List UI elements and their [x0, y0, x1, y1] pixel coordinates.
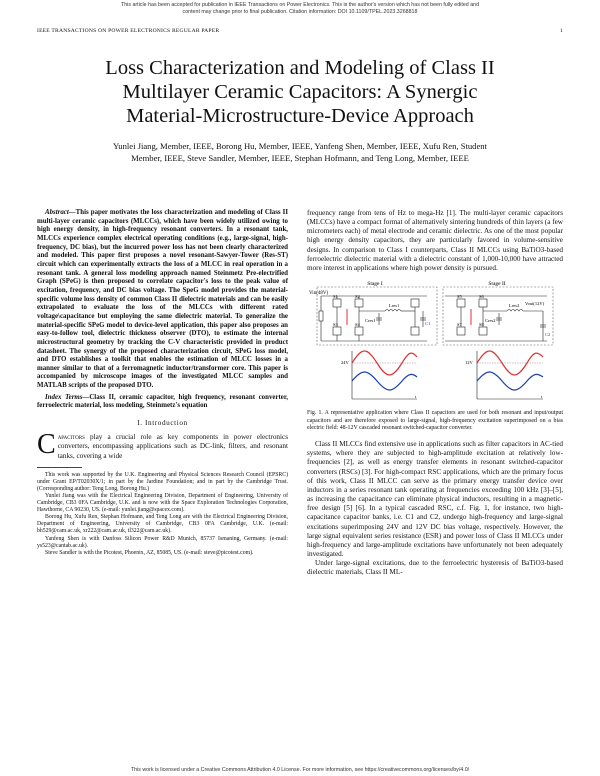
title-line-2: Multilayer Ceramic Capacitors: A Synergic: [122, 81, 478, 103]
switch-s8-label: S8: [479, 322, 484, 328]
intro-smallcaps: apacitors: [57, 433, 85, 442]
time-axis-label-1: t: [415, 394, 417, 400]
c2-label: C2: [545, 332, 551, 338]
switch-s1-label: S1: [333, 294, 338, 300]
figure-1-circuit: [307, 281, 563, 403]
footnote-divider: [37, 467, 82, 468]
author-list: [50, 141, 550, 164]
vout-label: Vout(12V): [525, 301, 545, 307]
switch-s2-label: S2: [355, 294, 360, 300]
abstract: [37, 209, 288, 391]
authors-line-1: Yunlei Jiang, Member, IEEE, Borong Hu, Member, IEEE, Yanfeng Shen, Member, IEEE, Xufu Ren, Student: [113, 141, 487, 151]
bias-24v-label: 24V: [341, 360, 349, 366]
intro-continued: frequency range from tens of Hz to mega-Hz [1]. The multi-layer ceramic capacitors (MLCCs) have a compact format of alternatively sintering hundreds of thin layers (a few micrometers each) of metal electrode and ceramic dielectric. As one of the most popular high energy density capacitors, they are particularly favored in volume-sensitive designs. In comparison to Class I counterparts, Class II MLCCs using BaTiO3-based ferroelectric dielectric material with a dielectric constant of 1,000-10,000 have attracted more interest in applications where high power density is pursued.: [307, 209, 563, 272]
c1-label: C1: [425, 321, 431, 327]
switch-s3-label: S3: [333, 322, 338, 328]
intro-body: play a crucial role as key components in power electronics converters, encompassing applications such as DC-link, filters, and resonant tanks, covering a wide: [57, 433, 288, 460]
license-footer: This work is licensed under a Creative Commons Attribution 4.0 License. For more information, see https://creativecommons.org/licenses/by/4.0/: [130, 767, 470, 773]
left-column: [37, 209, 288, 557]
page-number: 1: [560, 28, 563, 34]
index-terms-lead: Index Terms—: [45, 393, 90, 401]
switch-s6-label: S6: [479, 294, 484, 300]
right-column: [307, 209, 563, 577]
lres2-label: Lres2: [509, 303, 520, 309]
intro-paragraph: [37, 429, 288, 461]
figure-1-caption: Fig. 1. A representative application where Class II capacitors are used for both resonant and input/output capacitors and are therefore exposed to large-signal, high-frequency excitation superimposed on a bias electric field: 48-12V cascaded resonant switched-capacitor converter.: [307, 410, 563, 431]
footnote-authors-cambridge: Borong Hu, Xufu Ren, Stephan Hofmann, and Teng Long are with the Electrical Engineering Division, Department of Engineering, University of Cambridge, CB3 0FA Cambridge, U.K. (e-mail: bh529@cam.ac.uk, xr222@cam.ac.uk, tl322@cam.ac.uk).: [37, 514, 288, 535]
running-head: [37, 28, 563, 34]
lres1-label: Lres1: [389, 303, 400, 309]
abstract-lead: Abstract—: [45, 209, 76, 216]
bias-12v-label: 12V: [465, 360, 473, 366]
footnote-author-jiang: Yunlei Jiang was with the Electrical Engineering Division, Department of Engineering, University of Cambridge, CB3 0FA Cambridge, U.K. and is now with the Space Exploration Technologies Corporation, Hawthorne, CA 90230, US. (e-mail: yunlei.jiang@spacex.com).: [37, 493, 288, 514]
drop-cap: C: [37, 429, 56, 461]
authors-line-2: Member, IEEE, Steve Sandler, Member, IEEE, Stephan Hofmann, and Teng Long, Member, IEEE: [131, 152, 469, 163]
cres1-label: Cres1: [365, 318, 376, 324]
index-terms: [37, 394, 288, 411]
section-heading-introduction: I. Introduction: [137, 419, 188, 428]
notice-line-2: content may change prior to final publication. Citation information: DOI 10.1109/TPEL.2023.3268818: [182, 8, 418, 15]
footnote-author-sandler: Steve Sandler is with the Picotest, Phoenix, AZ, 85085, US. (e-mail: steve@picotest.com).: [45, 549, 254, 556]
vin-label: Vin(48V): [309, 291, 329, 297]
waveform-panel-1: [341, 351, 417, 399]
input-capacitor: [319, 311, 323, 321]
abstract-body: This paper motivates the loss characterization and modeling of Class II multi-layer ceramic capacitors (MLCCs), which have been widely utilized owing to high energy density, in high-frequency resonant converters. In a resonant tank, MLCCs experience complex electrical operating conditions (e.g., large-signal, high-frequency, DC bias), but the incurred power loss has not been clearly characterized and modeled. This paper first proposes a novel resonant-Sawyer-Tower (Res-ST) circuit which can experimentally extracts the loss of a MLCC in real operation in a resonant tank. A general loss modeling approach named Steinmetz Pre-electrified Graph (SPeG) is then proposed to correlate capacitor's loss to the peak value of excitation, frequency, and DC bias voltage. The SpeG model provides the material-specific volume loss density of common Class II dielectric materials and can be easily extrapolated to evaluate the loss of the MLCCs with different rated voltage\capacitance but employing the same dielectric material. To generalize the material-specific SPeG model to device-level application, this paper also proposes an easy-to-follow tool, dielectric thickness observer (DTO), to estimate the internal microstructural geometry by tracking the C-V characteristic provided in product datasheet. The synergy of the proposed characterization circuit, SPeG loss model, and DTO establishes a toolkit that enables the estimation of MLCC losses in a manner similar to that of a ferromagnetic inductor/transformer core. This paper is accompanied by microscope images of the investigated MLCC samples and MATLAB scripts of the proposed DTO.: [37, 209, 288, 390]
footnote-author-shen: Yanfeng Shen is with Danfoss Silicon Power R&D Munich, 85737 Ismaning, Germany. (e-mail: ys523@cantab.ac.uk).: [37, 535, 288, 549]
cres2-label: Cres2: [485, 318, 496, 324]
waveform-panel-2: [465, 351, 543, 399]
switch-s4-label: S4: [355, 322, 360, 328]
title-line-1: Loss Characterization and Modeling of Class II: [105, 57, 495, 79]
index-terms-body: Class II, ceramic capacitor, high frequency, resonant converter, ferroelectric material, loss modeling, Steinmetz's equation: [37, 393, 289, 410]
stage-1-label: Stage I: [367, 281, 383, 288]
notice-line-1: This article has been accepted for publication in IEEE Transactions on Power Electronics. This is the author's version which has not been fully edited and: [120, 2, 480, 8]
stage-2-label: Stage II: [488, 281, 506, 288]
publication-notice: [0, 2, 600, 15]
time-axis-label-2: t: [541, 394, 543, 400]
title-line-3: Material-Microstructure-Device Approach: [126, 105, 474, 127]
switch-s5-label: S5: [457, 294, 462, 300]
switch-s7-label: S7: [457, 322, 462, 328]
body-paragraph-1: Class II MLCCs find extensive use in applications such as filter capacitors in AC-tied systems, where they are subjected to high-amplitude excitation at relatively low-frequencies [2], as well as energy transfer elements in resonant switched-capacitor converters (RSCs) [3]. For high-compact RSC applications, which are the primary focus of this work, Class II MLCC can serve as the primary energy transfer device over inductors in a series resonant tank operating at frequencies exceeding 100 kHz [3]–[5], as increasing the capacitance can eliminate physical inductors, resulting in a magnetic-free design [5] [6]. In a typical cascaded RSC, c.f. Fig. 1, for instance, two high-capacitance capacitor banks, i.e. C1 and C2, undergo high-frequency and large-signal excitations superimposing 24V and 12V DC bias voltage, respectively. However, the large signal equivalent series resistance (ESR) and power loss of Class II MLCCs under high-frequency and large-amplitude excitations have unfortunately not been adequately investigated.: [307, 440, 563, 559]
footnote-funding: This work was supported by the U.K. Engineering and Physical Sciences Research Council (EPSRC) under Grant EP/T02030X/1; in part by the Jardine Foundation; and in part by the Cambridge Trust. (Corresponding author: Teng Long, Borong Hu.): [37, 471, 288, 492]
paper-title: [40, 56, 560, 128]
body-paragraph-2: Under large-signal excitations, due to the ferroelectric hysteresis of BaTiO3-based dielectric materials, Class II ML-: [307, 559, 563, 577]
journal-name: IEEE TRANSACTIONS ON POWER ELECTRONICS REGULAR PAPER: [37, 28, 220, 34]
